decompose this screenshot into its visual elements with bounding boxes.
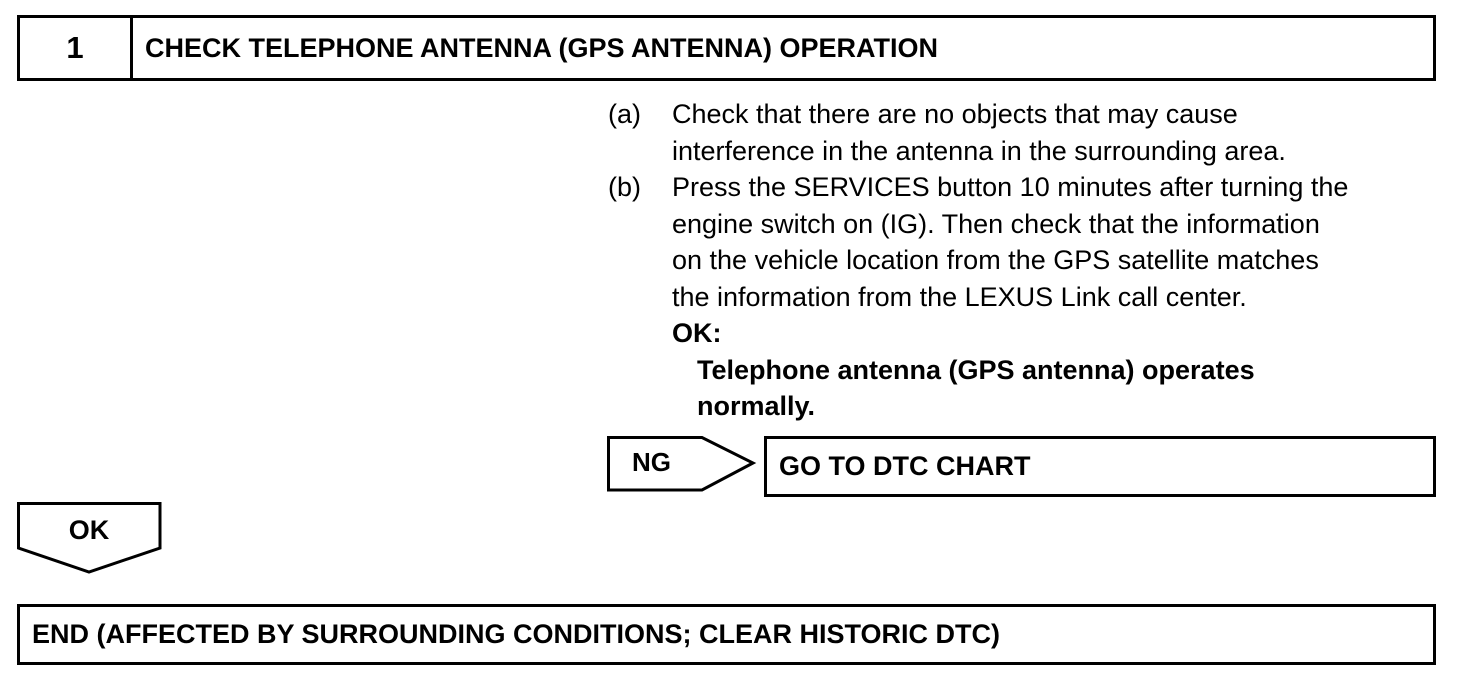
end-box: END (AFFECTED BY SURROUNDING CONDITIONS; CLEAR HISTORIC DTC) [17,604,1436,665]
instruction-item-a [608,96,1436,169]
instruction-item-b [608,169,1436,315]
step-title: CHECK TELEPHONE ANTENNA (GPS ANTENNA) OPERATION [145,32,939,63]
instruction-text: Check that there are no objects that may cause interference in the antenna in the surrounding area. [672,99,1286,166]
ok-condition-text: Telephone antenna (GPS antenna) operates normally. [697,354,1255,421]
instruction-marker: (a) [608,99,641,129]
ng-result-box: GO TO DTC CHART [764,436,1436,497]
instruction-text: Press the SERVICES button 10 minutes after turning the engine switch on (IG). Then check that the information on the vehicle location from the GPS satellite matches the information from the LEXUS Link call center. [672,172,1349,312]
instructions [608,96,1436,425]
ok-label: OK [68,515,110,545]
step-number: 1 [20,18,133,78]
ok-condition-label: OK: [672,318,722,348]
step-header [17,15,1436,81]
ng-branch-tag [607,436,757,492]
ng-arrow-icon [607,436,757,492]
ok-condition [672,315,1436,425]
ok-branch-tag [17,502,163,574]
ng-label: NG [632,447,671,477]
instruction-marker: (b) [608,172,641,202]
